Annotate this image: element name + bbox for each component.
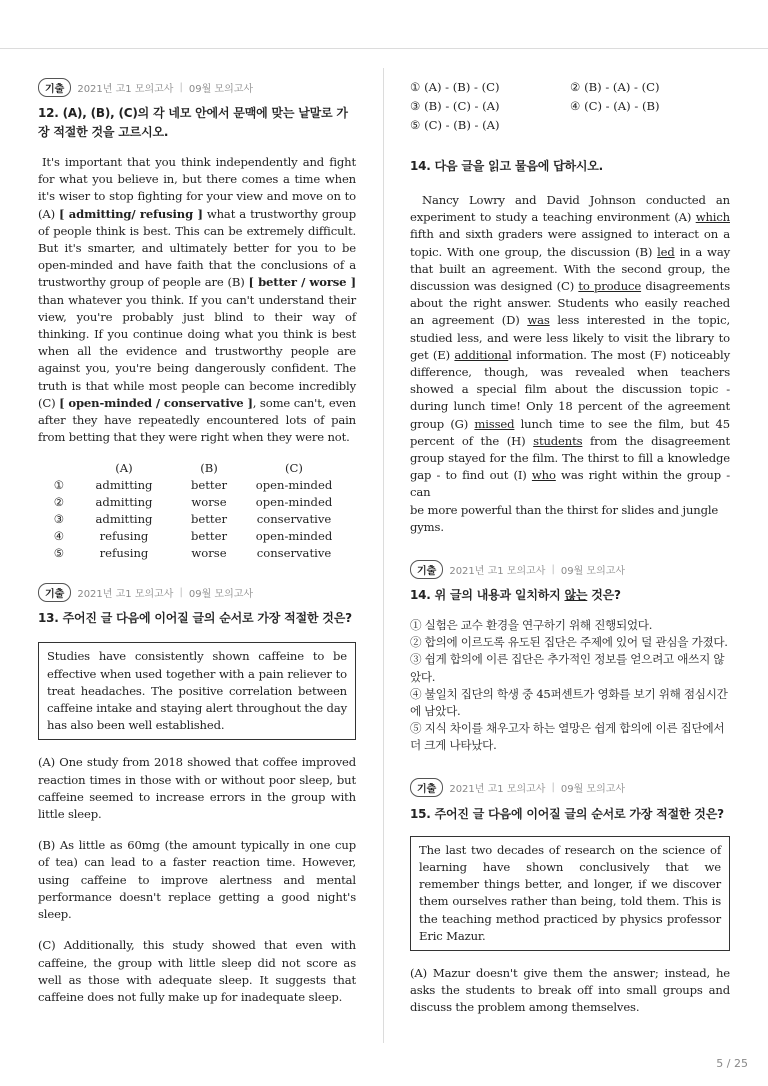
q14-underline-c: to produce xyxy=(578,279,642,294)
exam-tag-badge: 기출 xyxy=(410,778,443,797)
q14b-choices xyxy=(410,617,730,755)
q14-underline-b: led xyxy=(657,244,675,259)
q12-option-row[interactable] xyxy=(44,510,344,527)
option-number: ④ xyxy=(53,528,65,543)
q13-paragraph-a: (A) One study from 2018 showed that coffee improved reaction times in those with or without poor sleep, but caffeine seemed to increase errors in the group with little sleep. xyxy=(38,755,356,822)
exam-year: 2021년 고1 모의고사 xyxy=(77,83,174,95)
q12-bracket-b: [ better / worse ] xyxy=(248,275,356,290)
q14-passage-part: in a way that built an agreement. With the second group, the discussion was designed (C) xyxy=(410,244,730,294)
q12-title: 12. (A), (B), (C)의 각 네모 안에서 문맥에 맞는 낱말로 가장 적절한 것을 고르시오. xyxy=(38,106,348,139)
q15-title: 15. 주어진 글 다음에 이어질 글의 순서로 가장 적절한 것은? xyxy=(410,806,724,821)
option-b: better xyxy=(190,511,227,526)
q13-choice[interactable]: ② (B) - (A) - (C) xyxy=(570,80,660,94)
right-column xyxy=(410,78,730,1017)
option-a: admitting xyxy=(95,477,153,492)
q14-passage-part: lunch time to see the film, but 45 percent of the (H) xyxy=(410,416,730,448)
q14-underline-g: missed xyxy=(474,416,515,431)
q13-given-box: Studies have consistently shown caffeine to be effective when used together with a pain reliever to treat headaches. The positive correlation between caffeine intake and staying alert throughout the day has also been well established. xyxy=(38,642,356,740)
option-c: conservative xyxy=(256,511,332,526)
q14b-choice[interactable]: ② 합의에 이르도록 유도된 집단은 주제에 있어 덜 관심을 가졌다. xyxy=(410,635,728,650)
q14b-choice[interactable]: ① 실험은 교수 환경을 연구하기 위해 진행되었다. xyxy=(410,618,653,633)
q14b-choice[interactable]: ④ 불일치 집단의 학생 중 45퍼센트가 영화를 보기 위해 점심시간에 남았다. xyxy=(410,686,728,719)
q12-bracket-a: [ admitting/ refusing ] xyxy=(59,206,203,221)
q13-choices xyxy=(410,78,730,135)
option-c: conservative xyxy=(256,545,332,560)
option-number: ① xyxy=(53,477,65,492)
q12-option-row[interactable] xyxy=(44,476,344,493)
q14-underline-e: additiona xyxy=(454,347,509,362)
exam-year: 2021년 고1 모의고사 xyxy=(449,565,546,577)
column-divider xyxy=(383,68,384,1043)
q12-passage-part: , some can't, even after they have repeatedly encountered lots of pain from betting that they were right when they were not. xyxy=(38,395,356,445)
tag-separator: | xyxy=(179,586,183,598)
option-b: better xyxy=(190,477,227,492)
tag-separator: | xyxy=(551,563,555,575)
q12-answer-header xyxy=(44,459,344,476)
q12-option-row[interactable] xyxy=(44,544,344,561)
option-number: ② xyxy=(53,494,65,509)
exam-year: 2021년 고1 모의고사 xyxy=(449,784,546,796)
q14-passage-part: was right within the group - can xyxy=(410,468,730,500)
option-a: admitting xyxy=(95,494,153,509)
page-number: 5 / 25 xyxy=(716,1057,748,1070)
q13-source-tag xyxy=(38,583,356,601)
q14-passage-part: disagreements about the right answer. Students who easily reached an agreement (D) xyxy=(410,279,730,328)
q14-passage-end: be more powerful than the thirst for slides and jungle gyms. xyxy=(410,502,719,534)
option-c: open-minded xyxy=(255,528,333,543)
q12-option-row[interactable] xyxy=(44,493,344,510)
q13-choice[interactable]: ⑤ (C) - (B) - (A) xyxy=(410,118,500,132)
q12-header-b: (B) xyxy=(200,460,218,475)
option-b: worse xyxy=(191,545,227,560)
q14-passage-part: from the disagreement group stayed for the film. The thirst to fill a knowledge gap - to find out (I) xyxy=(410,433,730,483)
q12-header-c: (C) xyxy=(285,460,303,475)
exam-tag-badge: 기출 xyxy=(38,583,71,602)
q12-header-a: (A) xyxy=(115,460,133,475)
q12-bracket-c: [ open-minded / conservative ] xyxy=(59,395,253,410)
q13-choice[interactable]: ③ (B) - (C) - (A) xyxy=(410,99,500,113)
exam-month: 09월 모의고사 xyxy=(188,588,254,600)
q14b-title xyxy=(410,586,730,605)
exam-month: 09월 모의고사 xyxy=(188,83,254,95)
left-column xyxy=(38,78,356,1006)
tag-separator: | xyxy=(179,81,183,93)
option-b: worse xyxy=(191,494,227,509)
option-number: ⑤ xyxy=(53,545,65,560)
q14b-source-tag xyxy=(410,560,730,578)
q14b-title-part: 것은? xyxy=(587,588,621,603)
q14b-choice[interactable]: ⑤ 지식 차이를 채우고자 하는 열망은 쉽게 합의에 이른 집단에서 더 크게 나타났다. xyxy=(410,721,725,753)
q13-choice[interactable]: ① (A) - (B) - (C) xyxy=(410,80,500,94)
option-number: ③ xyxy=(53,511,65,526)
q12-passage-part: what a trustworthy group of people think is best. This can be extremely difficult. But it's smarter, and ultimately better for you to be open-minded and have faith that the conclusions of a trustworthy group of people are (B) xyxy=(38,206,356,290)
q13-title: 13. 주어진 글 다음에 이어질 글의 순서로 가장 적절한 것은? xyxy=(38,611,352,626)
q12-source-tag xyxy=(38,78,356,96)
q12-passage-part: than whatever you think. If you can't understand their view, you're probably just blind to their way of thinking. If you continue doing what you think is best when all the evidence and trustworthy people are against you, you're being dangerously confident. The truth is that while most people can become incredibly (C) xyxy=(38,292,356,410)
q13-paragraph-c: (C) Additionally, this study showed that even with caffeine, the group with little sleep did not score as well as those with adequate sleep. It suggests that caffeine does not fully make up for inadequate sleep. xyxy=(38,938,356,1004)
q14-passage-part: fifth and sixth graders were assigned to interact on a topic. With one group, the discussion (B) xyxy=(410,227,730,259)
q12-option-row[interactable] xyxy=(44,527,344,544)
q15-source-tag xyxy=(410,779,730,797)
exam-month: 09월 모의고사 xyxy=(560,784,626,796)
header-divider xyxy=(0,48,768,49)
q12-passage-part: It's important that you think independently and fight for what you believe in, but there comes a time when it's wiser to stop fighting for your view and move on to (A) xyxy=(38,155,356,221)
q15-paragraph-a: (A) Mazur doesn't give them the answer; instead, he asks the students to break off into small groups and discuss the problem among themselves. xyxy=(410,965,730,1015)
q12-passage xyxy=(38,154,356,446)
q14-underline-a: which xyxy=(695,210,730,225)
q14b-title-underline: 않는 xyxy=(564,588,588,603)
q14b-choice[interactable]: ③ 쉽게 합의에 이른 집단은 추가적인 정보를 얻으려고 애쓰지 않았다. xyxy=(410,652,725,684)
q14-underline-d: was xyxy=(527,313,550,328)
option-c: open-minded xyxy=(255,477,333,492)
exam-month: 09월 모의고사 xyxy=(560,565,626,577)
q12-answer-table xyxy=(44,459,344,561)
q14-passage xyxy=(410,192,730,536)
q14-passage-part: Nancy Lowry and David Johnson conducted an experiment to study a teaching environment (A) xyxy=(410,193,730,225)
q14-title: 14. 다음 글을 읽고 물음에 답하시오. xyxy=(410,159,604,173)
q14-underline-i: who xyxy=(531,468,556,483)
tag-separator: | xyxy=(551,782,555,794)
q13-choice[interactable]: ④ (C) - (A) - (B) xyxy=(570,99,660,113)
option-a: refusing xyxy=(99,528,149,543)
option-a: refusing xyxy=(99,545,149,560)
exam-tag-badge: 기출 xyxy=(38,78,71,97)
q14-passage-part: l information. The most (F) noticeably difference, though, was revealed when teachers showed a special film about the discussion topic - during lunch time! Only 18 percent of the agreement group (G) xyxy=(410,347,731,431)
q15-given-box: The last two decades of research on the science of learning have shown conclusively that we remember things better, and longer, if we discover them ourselves rather than being, told them. This is the teaching method practiced by physics professor Eric Mazur. xyxy=(410,836,730,951)
exam-tag-badge: 기출 xyxy=(410,560,443,579)
option-b: better xyxy=(190,528,227,543)
q14b-title-part: 14. 위 글의 내용과 일치하지 xyxy=(410,588,565,603)
q14-passage-part: less interested in the topic, studied less, and were less likely to visit the library to get (E) xyxy=(410,313,730,362)
q13-paragraph-b: (B) As little as 60mg (the amount typically in one cup of tea) can lead to a faster reaction time. However, using caffeine to improve alertness and mental performance doesn't replace getting a good night's sleep. xyxy=(38,838,356,922)
q14-underline-h: students xyxy=(533,433,583,448)
option-c: open-minded xyxy=(255,494,333,509)
exam-year: 2021년 고1 모의고사 xyxy=(77,588,174,600)
option-a: admitting xyxy=(95,511,153,526)
